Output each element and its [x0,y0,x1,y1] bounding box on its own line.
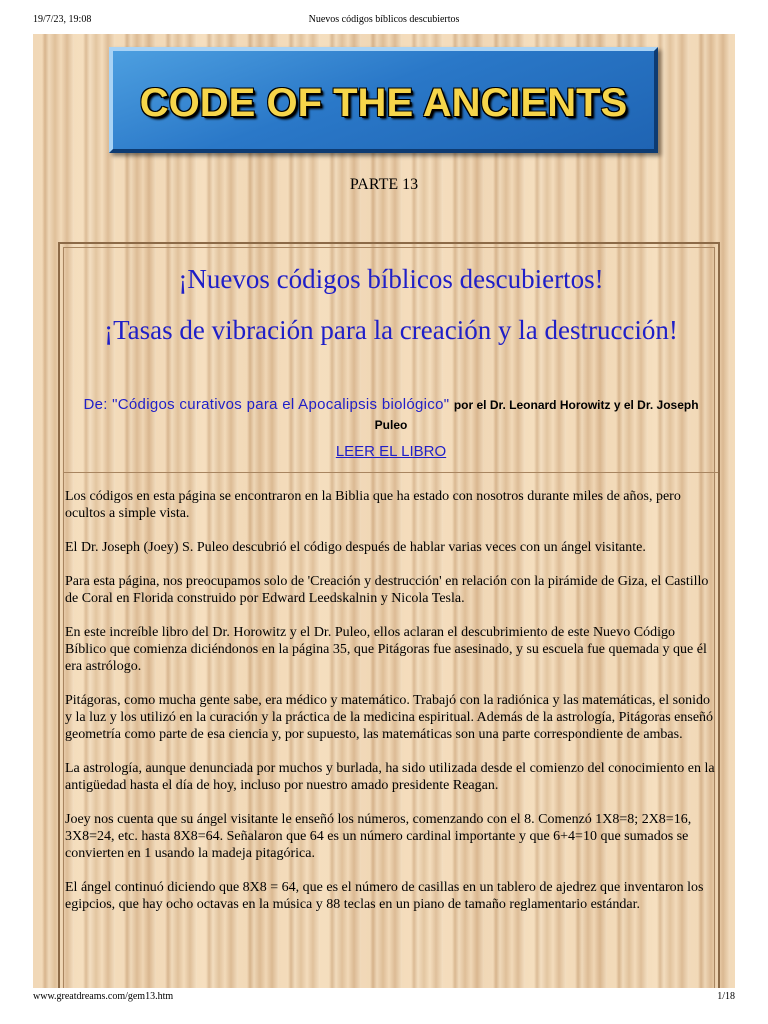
paragraph: El ángel continuó diciendo que 8X8 = 64, que es el número de casillas en un tablero de ajedrez que inventaron los egipcios, que hay ocho octavas en la música y 88 teclas en un piano de tamaño reglamentario estándar. [65,880,704,912]
print-title: Nuevos códigos bíblicos descubiertos [308,14,460,25]
authors: por el Dr. Leonard Horowitz y el Dr. Joseph Puleo [374,398,699,432]
article-inner [63,247,715,988]
page-number: 1/18 [717,991,735,1002]
paragraph: La astrología, aunque denunciada por muchos y burlada, ha sido utilizada desde el comienzo del conocimiento en la antigüedad hasta el día de hoy, incluso por nuestro amado presidente Reagan. [65,761,715,793]
banner-logo [109,47,658,153]
source-title: De: "Códigos curativos para el Apocalipsis biológico" [83,396,450,413]
paragraph: Para esta página, nos preocupamos solo de 'Creación y destrucción' en relación con la pirámide de Giza, el Castillo de Coral en Florida construido por Edward Leedskalnin y Nicola Tesla. [65,574,709,606]
article-header [64,248,718,466]
read-book-link[interactable]: LEER EL LIBRO [335,443,447,460]
article-subtitle: ¡Tasas de vibración para la creación y la destrucción! [104,315,678,345]
byline [74,395,708,435]
paragraph: Joey nos cuenta que su ángel visitante le enseñó los números, comenzando con el 8. Comenzó 1X8=8; 2X8=16, 3X8=24, etc. hasta 8X8=64. Señalaron que 64 es un número cardinal importante y que 6+4=10 que sumados se convierten en 1 usando la madeja pitagórica. [65,812,692,861]
paragraph: El Dr. Joseph (Joey) S. Puleo descubrió el código después de hablar varias veces con un ángel visitante. [65,540,646,555]
paragraph: En este increíble libro del Dr. Horowitz y el Dr. Puleo, ellos aclaran el descubrimiento de este Nuevo Código Bíblico que comienza diciéndonos en la página 35, que Pitágoras fue asesinado, y su escuela fue quemada y que él era astrólogo. [65,625,707,674]
banner-text: CODE OF THE ANCIENTS [139,81,628,125]
article-box [58,242,720,988]
print-header [0,14,768,30]
paragraph: Pitágoras, como mucha gente sabe, era médico y matemático. Trabajó con la radiónica y las matemáticas, el sonido y la luz y los utilizó en la curación y la práctica de la medicina espiritual. Además de la astrología, Pitágoras enseñó geometría como parte de esa ciencia y, por supuesto, las matemáticas son una parte correspondiente de ambas. [65,693,714,742]
part-label: PARTE 13 [349,176,419,193]
article-title: ¡Nuevos códigos bíblicos descubiertos! [178,264,604,294]
paragraph: Los códigos en esta página se encontraron en la Biblia que ha estado con nosotros durante miles de años, pero ocultos a simple vista. [65,489,681,521]
page-content[interactable] [33,34,735,988]
print-datetime: 19/7/23, 19:08 [33,14,92,25]
print-footer [0,991,768,1007]
divider [64,472,718,473]
page-url: www.greatdreams.com/gem13.htm [33,991,174,1002]
article-body [65,488,715,930]
